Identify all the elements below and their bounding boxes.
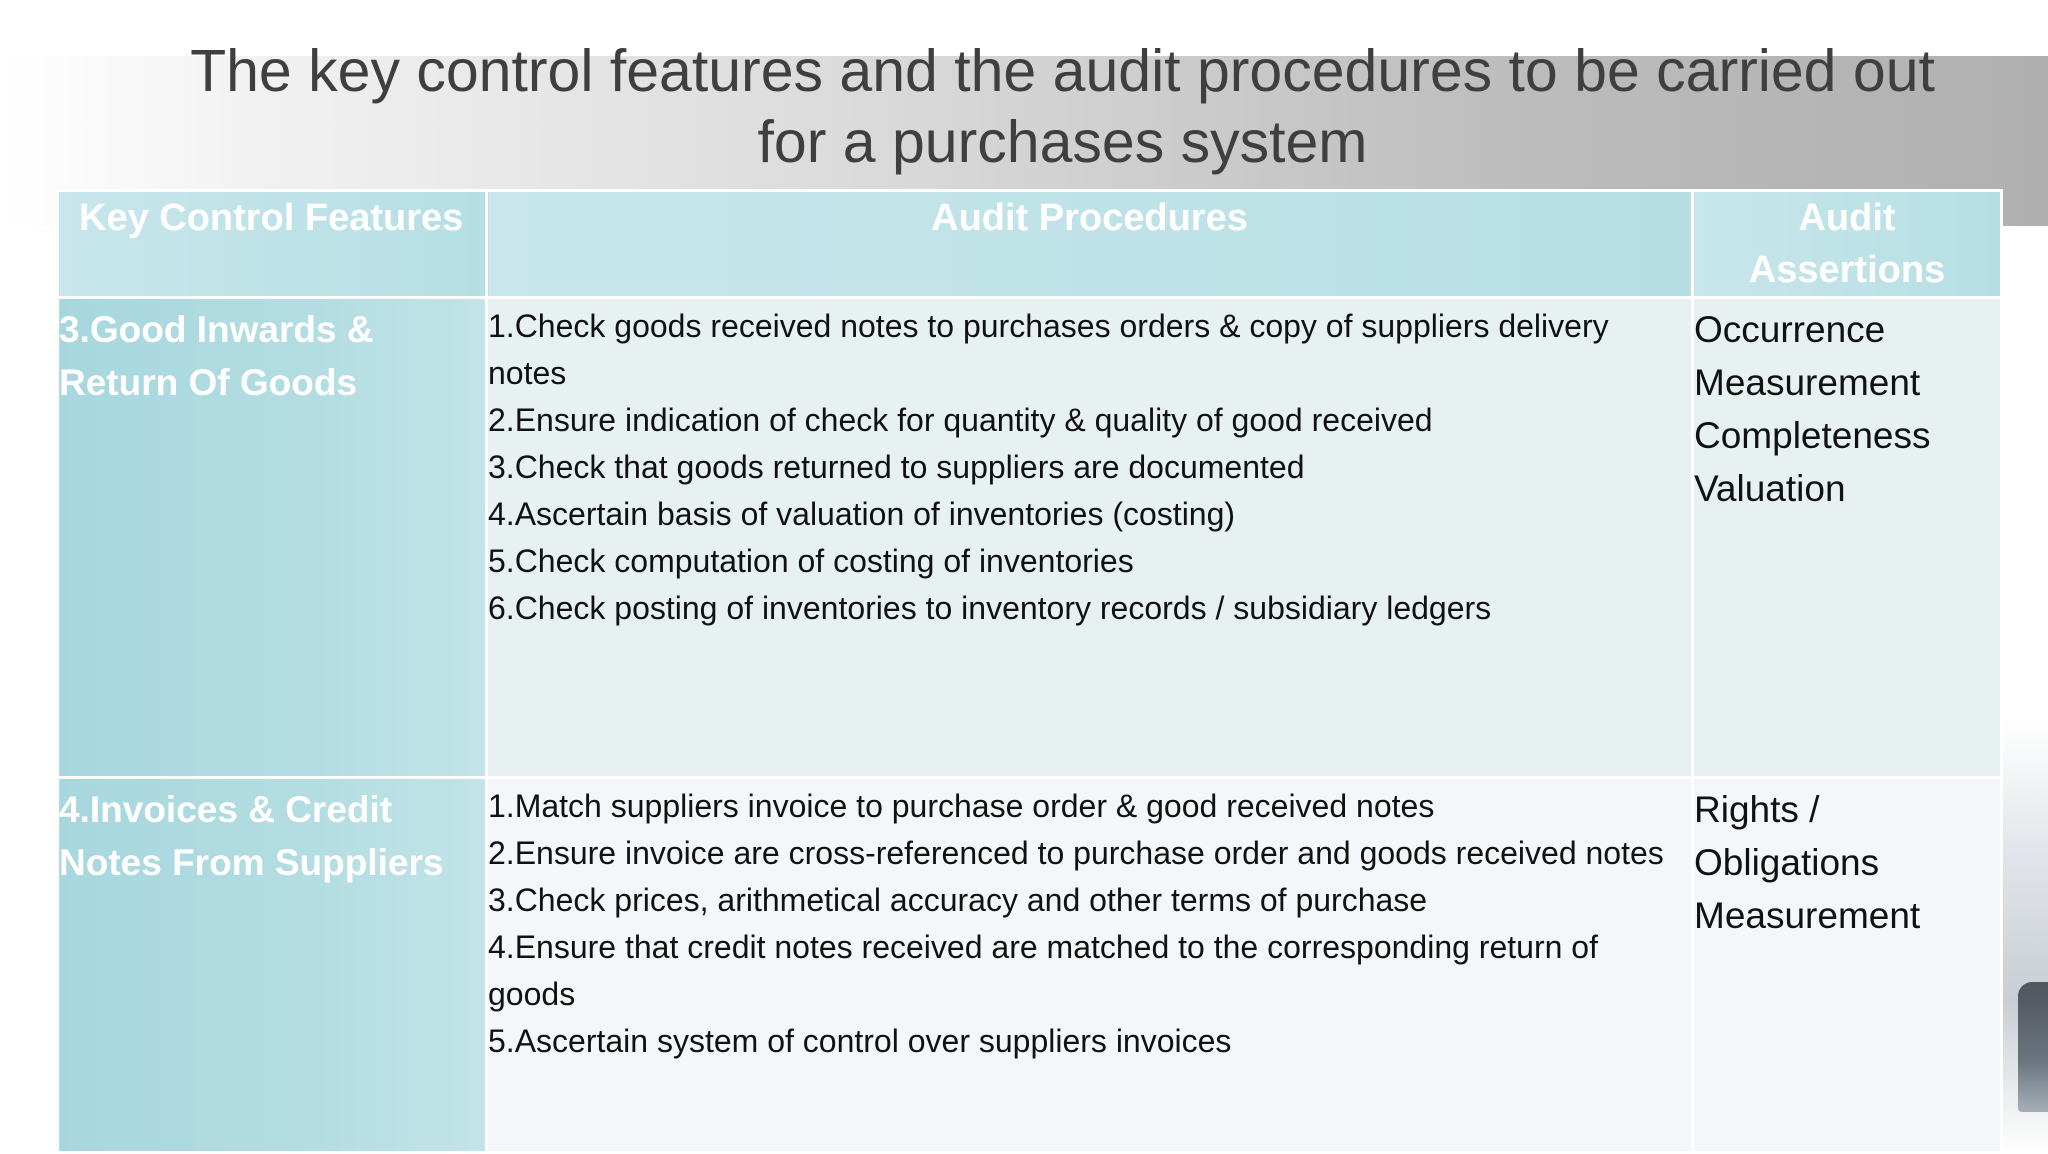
- audit-procedures-table: [56, 189, 2003, 1154]
- procedure-step: 3.Check that goods returned to suppliers are documented: [488, 449, 1305, 485]
- feature-label-line-1: 4.Invoices & Credit: [59, 789, 393, 830]
- slide-title-line-2: for a purchases system: [757, 109, 1368, 175]
- procedure-step: 6.Check posting of inventories to inventory records / subsidiary ledgers: [488, 590, 1492, 626]
- header-key-control-features: Key Control Features: [58, 191, 487, 298]
- table-header-row: [58, 191, 2002, 298]
- procedure-step: 1.Match suppliers invoice to purchase order & good received notes: [488, 788, 1435, 824]
- procedure-step: 5.Check computation of costing of inventories: [488, 543, 1134, 579]
- header-audit-procedures: Audit Procedures: [487, 191, 1693, 298]
- procedure-step: 3.Check prices, arithmetical accuracy and other terms of purchase: [488, 882, 1428, 918]
- feature-cell-goods-inwards: [58, 298, 487, 778]
- assertion-item: Obligations: [1694, 842, 1880, 883]
- assertion-item: Rights /: [1694, 789, 1820, 830]
- feature-label-line-2: Notes From Suppliers: [59, 842, 444, 883]
- assertion-item: Occurrence: [1694, 309, 1886, 350]
- assertions-cell-invoices-credit-notes: [1693, 778, 2002, 1153]
- table-row: [58, 298, 2002, 778]
- person-silhouette-image: [2018, 982, 2048, 1112]
- assertion-item: Measurement: [1694, 895, 1921, 936]
- procedure-step: 4.Ascertain basis of valuation of inventories (costing): [488, 496, 1236, 532]
- procedure-step: 2.Ensure indication of check for quantity & quality of good received: [488, 402, 1433, 438]
- slide-title-line-1: The key control features and the audit procedures to be carried out: [190, 38, 1935, 104]
- header-audit-assertions: [1693, 191, 2002, 298]
- slide-title: [120, 36, 2005, 178]
- procedure-step: 2.Ensure invoice are cross-referenced to purchase order and goods received notes: [488, 835, 1664, 871]
- assertions-cell-goods-inwards: [1693, 298, 2002, 778]
- procedures-cell-goods-inwards: [487, 298, 1693, 778]
- assertion-item: Measurement: [1694, 362, 1921, 403]
- procedure-step: 5.Ascertain system of control over suppliers invoices: [488, 1023, 1232, 1059]
- header-assertions-line-2: Assertions: [1748, 249, 1946, 291]
- feature-label-line-1: 3.Good Inwards &: [59, 309, 374, 350]
- header-assertions-line-1: Audit: [1798, 197, 1896, 239]
- feature-label-line-2: Return Of Goods: [59, 362, 358, 403]
- procedure-step: 1.Check goods received notes to purchases orders & copy of suppliers delivery notes: [488, 308, 1609, 391]
- assertion-item: Valuation: [1694, 468, 1846, 509]
- procedure-step: 4.Ensure that credit notes received are matched to the corresponding return of goods: [488, 929, 1598, 1012]
- procedures-cell-invoices-credit-notes: [487, 778, 1693, 1153]
- table-row: [58, 778, 2002, 1153]
- feature-cell-invoices-credit-notes: [58, 778, 487, 1153]
- assertion-item: Completeness: [1694, 415, 1931, 456]
